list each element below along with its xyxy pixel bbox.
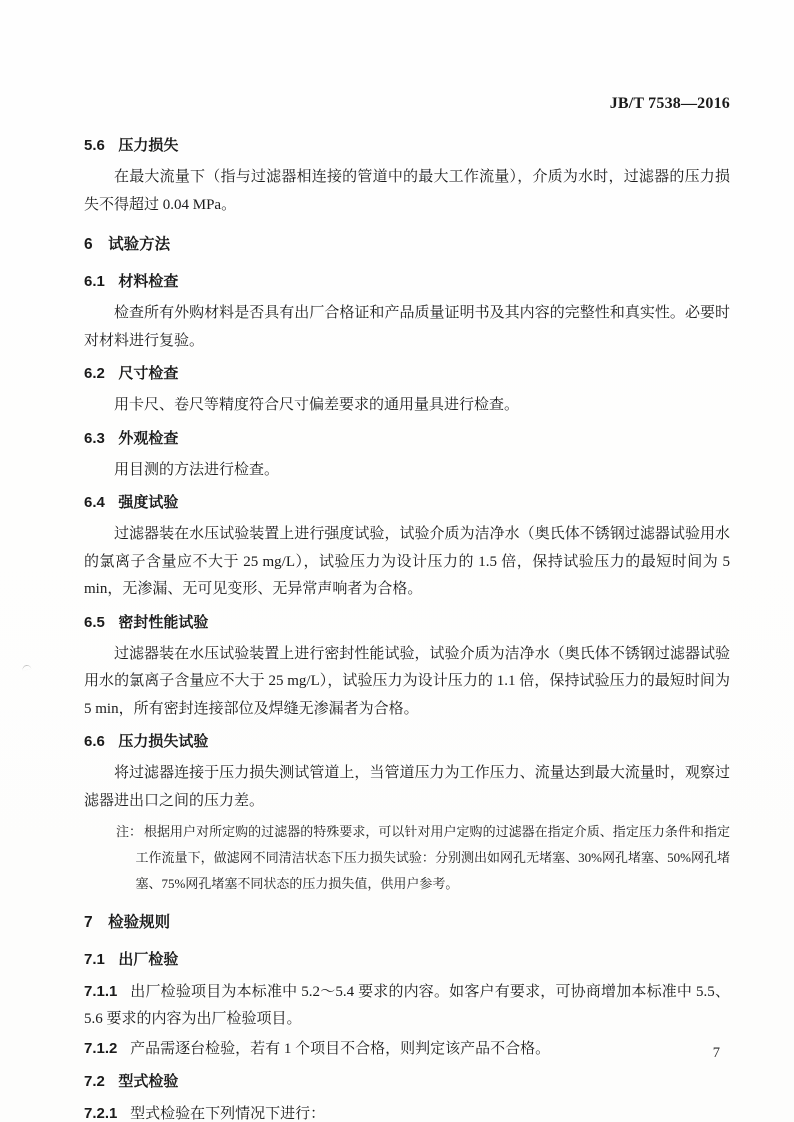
heading-title: 材料检查: [118, 273, 179, 290]
heading-number: 7: [84, 914, 93, 931]
clause-text: 产品需逐台检验，若有 1 个项目不合格，则判定该产品不合格。: [130, 1041, 551, 1057]
clause-7-1-1: [84, 978, 730, 1033]
heading-title: 强度试验: [118, 494, 179, 511]
paragraph-6-3: 用目测的方法进行检查。: [114, 461, 280, 478]
paragraph-6-6: 将过滤器连接于压力损失测试管道上，当管道压力为工作压力、流量达到最大流量时，观察过滤器进出口之间的压力差。: [84, 765, 730, 809]
heading-6-4: [84, 492, 730, 513]
heading-title: 外观检查: [118, 429, 179, 447]
heading-number: 6.1: [84, 273, 105, 290]
heading-6-5: [84, 612, 730, 633]
paragraph-5-6: 在最大流量下（指与过滤器相连接的管道中的最大工作流量），介质为水时，过滤器的压力损失不得超过 0.04 MPa。: [84, 169, 730, 213]
paragraph-6-4: 过滤器装在水压试验装置上进行强度试验，试验介质为洁净水（奥氏体不锈钢过滤器试验用水的氯离子含量应不大于 25 mg/L），试验压力为设计压力的 1.5 倍，保持试验压力的最短时间为 5 min，无渗漏、无可见变形、无异常声响者为合格。: [84, 526, 730, 597]
heading-number: 7.1: [84, 951, 105, 968]
paragraph-6-2: 用卡尺、卷尺等精度符合尺寸偏差要求的通用量具进行检查。: [114, 397, 520, 413]
document-content: [84, 94, 730, 1122]
heading-title: 检验规则: [108, 914, 171, 931]
page-header: [84, 94, 730, 114]
heading-6-1: [84, 271, 730, 292]
clause-7-1-2: [84, 1035, 730, 1063]
clause-number: 7.2.1: [84, 1105, 118, 1122]
note-6-6: [116, 819, 730, 897]
scan-artifact: [22, 664, 32, 671]
heading-6-2: [84, 363, 730, 384]
clause-number: 7.1.2: [84, 1040, 118, 1057]
heading-7-1: [84, 949, 730, 970]
heading-number: 6: [84, 236, 93, 253]
heading-title: 试验方法: [108, 236, 171, 253]
heading-title: 压力损失: [118, 137, 179, 154]
standard-number: JB/T 7538—2016: [609, 95, 730, 112]
heading-7-2: [84, 1071, 730, 1092]
heading-6-6: [84, 731, 730, 752]
heading-number: 6.6: [84, 733, 105, 750]
page-number: 7: [712, 1045, 720, 1061]
note-text: 根据用户对所定购的过滤器的特殊要求，可以针对用户定购的过滤器在指定介质、指定压力条件和指定工作流量下，做滤网不同清洁状态下压力损失试验：分别测出如网孔无堵塞、30%网孔堵塞、50%网孔堵塞、75%网孔堵塞不同状态的压力损失值，供用户参考。: [135, 824, 730, 891]
heading-number: 6.4: [84, 494, 105, 511]
heading-number: 6.3: [84, 429, 105, 447]
heading-number: 6.2: [84, 365, 105, 382]
clause-7-2-1: [84, 1100, 730, 1122]
heading-title: 型式检验: [118, 1073, 179, 1090]
heading-5-6: [84, 135, 730, 156]
note-label: 注：: [116, 824, 143, 839]
heading-6-3: [84, 428, 730, 449]
heading-number: 6.5: [84, 613, 105, 631]
heading-number: 7.2: [84, 1073, 105, 1090]
clause-number: 7.1.1: [84, 983, 118, 1000]
clause-text: 出厂检验项目为本标准中 5.2～5.4 要求的内容。如客户有要求，可协商增加本标准中 5.5、5.6 要求的内容为出厂检验项目。: [84, 984, 730, 1027]
heading-number: 5.6: [84, 137, 105, 154]
clause-text: 型式检验在下列情况下进行：: [130, 1106, 326, 1122]
heading-title: 密封性能试验: [118, 613, 209, 631]
heading-title: 尺寸检查: [118, 365, 179, 382]
paragraph-6-1: 检查所有外购材料是否具有出厂合格证和产品质量证明书及其内容的完整性和真实性。必要时对材料进行复验。: [84, 305, 730, 349]
heading-chapter-6: [84, 234, 730, 256]
paragraph-6-5: 过滤器装在水压试验装置上进行密封性能试验，试验介质为洁净水（奥氏体不锈钢过滤器试验用水的氯离子含量应不大于 25 mg/L），试验压力为设计压力的 1.1 倍，保持试验压力的最短时间为 5 min，所有密封连接部位及焊缝无渗漏者为合格。: [84, 645, 730, 717]
heading-title: 出厂检验: [118, 951, 179, 968]
heading-chapter-7: [84, 912, 730, 934]
heading-title: 压力损失试验: [118, 733, 209, 750]
